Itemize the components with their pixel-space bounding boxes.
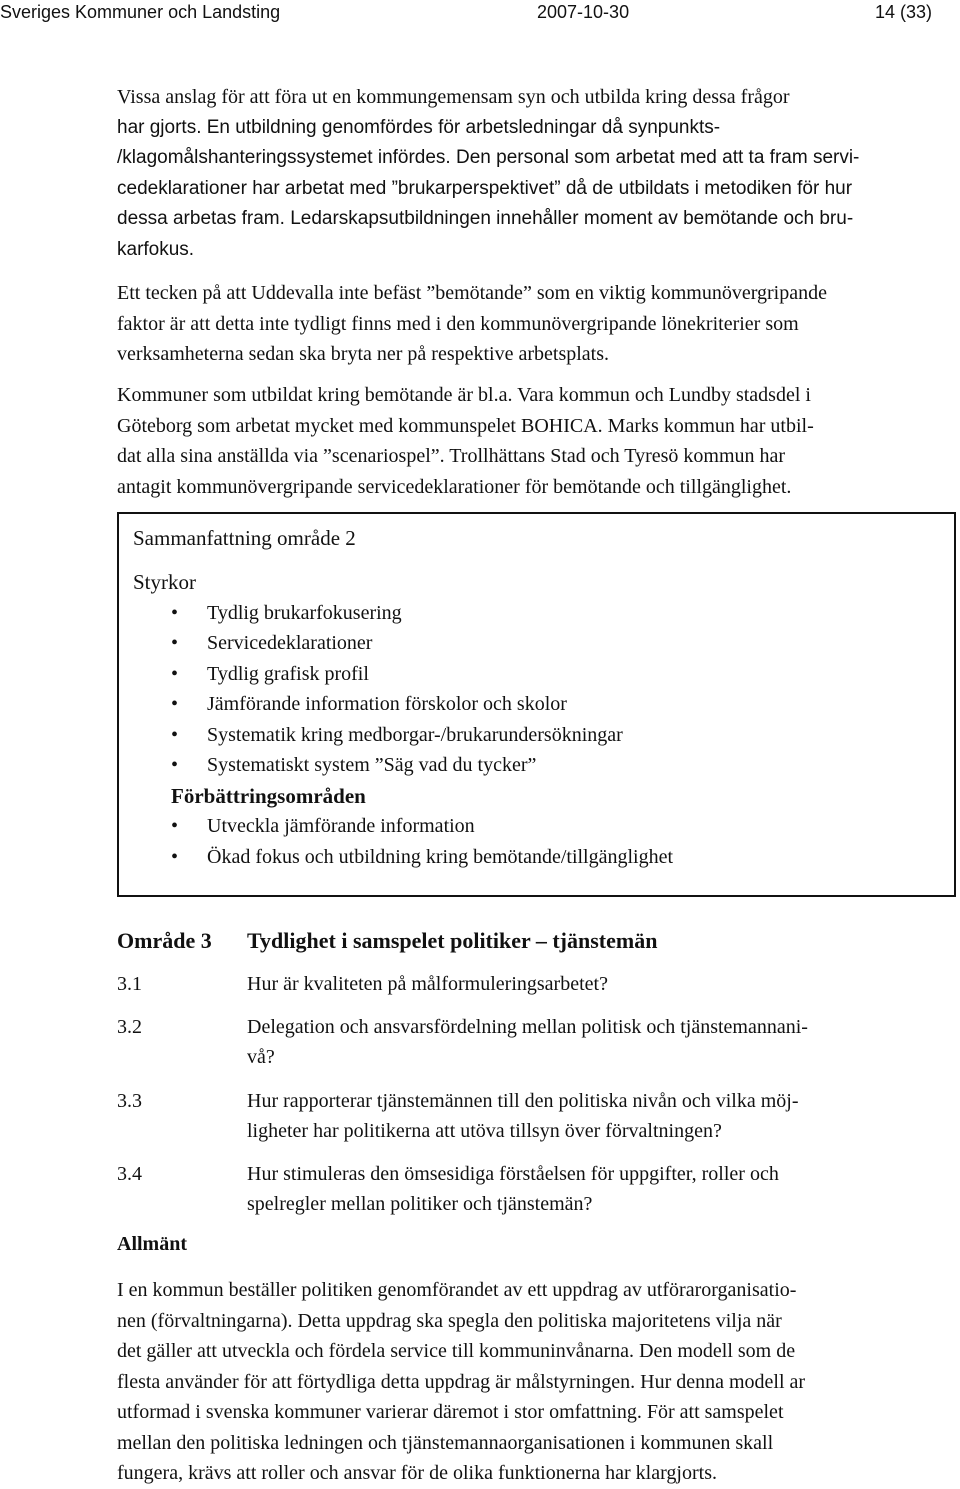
question-text: Hur är kvaliteten på målformuleringsarbetet? bbox=[247, 973, 608, 995]
question-number: 3.3 bbox=[117, 1090, 142, 1112]
summary-box: Sammanfattning område 2 Styrkor • Tydlig brukarfokusering • Servicedeklarationer • Tydlig grafisk profil • Jämförande information förskolor och skolor • Systematik kring medborgar-/brukarundersökningar • Systematiskt system ”Säg vad du tycker” Förbättringsområden • Utveckla jämförande information • Ökad fokus och utbildning kring bemötande/tillgänglighet bbox=[117, 512, 956, 897]
text-line: cedeklarationer har arbetat med ”brukarperspektivet” då de utbildats i metodiken för hur bbox=[117, 177, 853, 199]
area-title: Tydlighet i samspelet politiker – tjänstemän bbox=[247, 928, 658, 953]
text-line: dat alla sina anställda via ”scenariospel”. Trollhättans Stad och Tyresö kommun har bbox=[117, 445, 786, 467]
bullet-icon: • bbox=[171, 815, 179, 837]
text-line: Ett tecken på att Uddevalla inte befäst ”bemötande” som en viktig kommunövergripande bbox=[117, 282, 827, 304]
bullet-icon: • bbox=[171, 754, 179, 776]
text-line: dessa arbetas fram. Ledarskapsutbildningen innehåller moment av bemötande och bru- bbox=[117, 208, 854, 229]
header-page-number: 14 (33) bbox=[875, 2, 933, 22]
improvements-heading: Förbättringsområden bbox=[171, 784, 366, 808]
bullet-icon: • bbox=[171, 663, 179, 685]
bullet-icon: • bbox=[171, 846, 179, 868]
bullet-icon: • bbox=[171, 693, 179, 715]
bullet-icon: • bbox=[171, 602, 179, 624]
header-organization: Sveriges Kommuner och Landsting bbox=[0, 2, 281, 22]
text-line: Kommuner som utbildat kring bemötande är bl.a. Vara kommun och Lundby stadsdel i bbox=[117, 384, 811, 406]
general-heading: Allmänt bbox=[117, 1233, 187, 1255]
text-line: det gäller att utveckla och fördela service till kommuninvånarna. Den modell som de bbox=[117, 1340, 796, 1362]
text-line: antagit kommunövergripande servicedeklarationer för bemötande och tillgänglighet. bbox=[117, 475, 792, 498]
page-header bbox=[0, 0, 960, 24]
area-label: Område 3 bbox=[117, 928, 212, 953]
bullet-icon: • bbox=[171, 632, 179, 654]
header-date: 2007-10-30 bbox=[537, 2, 630, 22]
paragraph-general bbox=[117, 1275, 887, 1489]
question-number: 3.2 bbox=[117, 1016, 142, 1038]
text-line: nen (förvaltningarna). Detta uppdrag ska spegla den politiska majoritetens vilja när bbox=[117, 1309, 782, 1332]
text-line: Vissa anslag för att föra ut en kommungemensam syn och utbilda kring dessa frågor bbox=[117, 86, 790, 108]
text-line: utformad i svenska kommuner varierar däremot i stor omfattning. För att samspelet bbox=[117, 1401, 784, 1423]
question-text: Hur stimuleras den ömsesidiga förståelsen för uppgifter, roller och spelregler mellan politiker och tjänstemän? bbox=[247, 1163, 779, 1215]
text-line: mellan den politiska ledningen och tjänstemannaorganisationen i kommunen skall bbox=[117, 1431, 774, 1454]
summary-title: Sammanfattning område 2 bbox=[133, 526, 356, 550]
text-line: flesta använder för att förtydliga detta uppdrag är målstyrningen. Hur denna modell ar bbox=[117, 1370, 806, 1393]
text-line: verksamheterna sedan ska bryta ner på respektive arbetsplats. bbox=[117, 343, 610, 365]
paragraph-uddevalla bbox=[117, 278, 887, 370]
text-line: karfokus. bbox=[117, 238, 195, 260]
text-line: I en kommun beställer politiken genomförandet av ett uppdrag av utförarorganisatio- bbox=[117, 1279, 797, 1301]
area-heading bbox=[117, 928, 658, 954]
text-line: faktor är att detta inte tydligt finns med i den kommunövergripande lönekriterier som bbox=[117, 312, 799, 335]
strengths-heading: Styrkor bbox=[133, 570, 196, 594]
bullet-icon: • bbox=[171, 724, 179, 746]
text-line: fungera, krävs att roller och ansvar för de olika funktionerna har klargjorts. bbox=[117, 1462, 717, 1484]
question-text: Hur rapporterar tjänstemännen till den politiska nivån och vilka möj- ligheter har politikerna att utöva tillsyn över förvaltningen? bbox=[247, 1090, 799, 1142]
paragraph-training bbox=[117, 82, 887, 265]
paragraph-municipalities bbox=[117, 380, 887, 502]
question-number: 3.1 bbox=[117, 973, 142, 995]
text-line: har gjorts. En utbildning genomfördes för arbetsledningar då synpunkts- bbox=[117, 116, 721, 138]
text-line: Göteborg som arbetat mycket med kommunspelet BOHICA. Marks kommun har utbil- bbox=[117, 414, 814, 437]
question-text: Delegation och ansvarsfördelning mellan politisk och tjänstemannani- vå? bbox=[247, 1016, 808, 1068]
question-number: 3.4 bbox=[117, 1163, 142, 1185]
text-line: /klagomålshanteringssystemet infördes. Den personal som arbetat med att ta fram servi- bbox=[117, 147, 860, 168]
